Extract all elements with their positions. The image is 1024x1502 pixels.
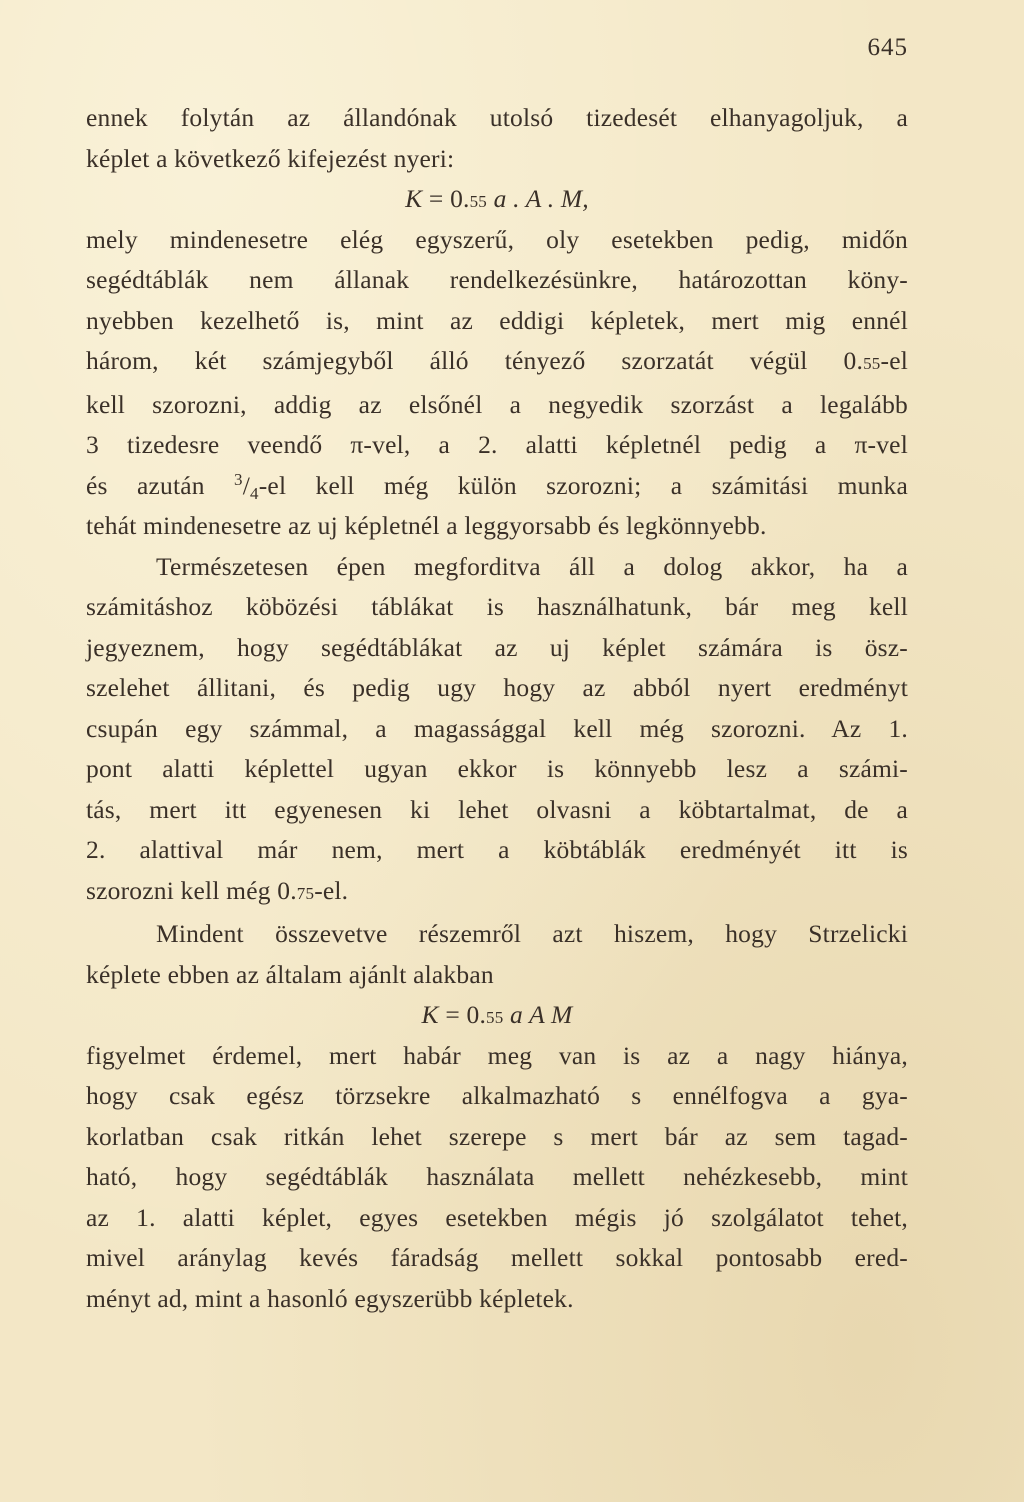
formula-coef-int: 0. (450, 184, 470, 213)
text-line: 2. alattival már nem, mert a köbtáblák eredményét itt is (86, 835, 908, 864)
formula-1 (86, 179, 908, 220)
text-line: segédtáblák nem állanak rendelkezésünkre, határozottan köny- (86, 265, 908, 294)
text-line: mely mindenesetre elég egyszerű, oly esetekben pedig, midőn (86, 224, 908, 254)
text-line: nyebben kezelhető is, mint az eddigi képletek, mert mig ennél (86, 305, 908, 335)
text-line: tás, mert itt egyenesen ki lehet olvasni a köbtartalmat, de a (86, 794, 908, 824)
text-line: számitáshoz köbözési táblákat is használhatunk, bár meg kell (86, 592, 908, 621)
paragraph-1 (86, 98, 908, 179)
text-line: ményt ad, mint a hasonló egyszerübb képletek. (86, 1283, 574, 1313)
fraction-slash: / (242, 470, 251, 500)
formula-lhs: K (421, 1000, 439, 1029)
paragraph-4 (86, 914, 908, 995)
text-fragment: három, két számjegyből álló tényező szorzatát végül 0. (86, 346, 864, 375)
text-fragment: -el (880, 346, 908, 375)
text-line: csupán egy számmal, a magassággal kell még szorozni. Az 1. (86, 713, 908, 743)
text-fragment: -el. (314, 875, 349, 905)
text-line: figyelmet érdemel, mert habár meg van is az a nagy hiánya, (86, 1040, 908, 1070)
text-line: tehát mindenesetre az uj képletnél a leggyorsabb és legkönnyebb. (86, 511, 767, 540)
text-line: kell szorozni, addig az elsőnél a negyedik szorzást a legalább (86, 389, 908, 419)
text-line: pont alatti képlettel ugyan ekkor is könnyebb lesz a számi- (86, 754, 908, 783)
formula-2 (86, 995, 908, 1036)
text-line: képlete ebben az általam ajánlt alakban (86, 959, 494, 989)
formula-coef-int: 0. (466, 1000, 487, 1029)
paragraph-2 (86, 220, 908, 547)
paragraph-3 (86, 547, 908, 915)
text-line (86, 341, 908, 385)
decimal-subscript: 55 (863, 354, 881, 373)
formula-equals: = (428, 184, 444, 213)
text-fragment: és azután (86, 470, 205, 500)
formula-coef-dec: 55 (469, 192, 488, 211)
text-line: mivel aránylag kevés fáradság mellett sokkal pontosabb ered- (86, 1243, 908, 1272)
formula-coef-dec: 55 (486, 1008, 504, 1027)
text-line: korlatban csak ritkán lehet szerepe s mert bár az sem tagad- (86, 1121, 908, 1151)
text-line (86, 466, 908, 507)
formula-rest: a . A . M, (493, 184, 589, 213)
body-text (86, 98, 908, 1319)
text-line: hogy csak egész törzsekre alkalmazható s ennélfogva a gya- (86, 1081, 908, 1110)
text-line: az 1. alatti képlet, egyes esetekben mégis jó szolgálatot tehet, (86, 1202, 908, 1232)
fraction-numerator: 3 (234, 469, 243, 489)
formula-rest: a A M (510, 1000, 573, 1029)
text-line: ennek folytán az állandónak utolsó tizedesét elhanyagoljuk, a (86, 103, 908, 132)
text-line: 3 tizedesre veendő π-vel, a 2. alatti képletnél pedig a π-vel (86, 430, 908, 459)
text-line: képlet a következő kifejezést nyeri: (86, 143, 455, 173)
text-line: jegyeznem, hogy segédtáblákat az uj képlet számára is ösz- (86, 632, 908, 662)
text-line: ható, hogy segédtáblák használata mellett nehézkesebb, mint (86, 1162, 908, 1191)
text-line: szelehet állitani, és pedig ugy hogy az abból nyert eredményt (86, 673, 908, 702)
paragraph-5 (86, 1036, 908, 1320)
text-line (86, 871, 908, 915)
fraction-denominator: 4 (250, 483, 259, 503)
text-fragment: szorozni kell még 0. (86, 875, 297, 905)
formula-equals: = (445, 1000, 460, 1029)
decimal-subscript: 75 (296, 883, 315, 903)
formula-lhs: K (405, 184, 423, 213)
text-fragment: -el kell még külön szorozni; a számitási munka (258, 470, 908, 500)
text-line: Mindent összevetve részemről azt hiszem, hogy Strzelicki (156, 919, 908, 948)
page-number: 645 (867, 34, 908, 61)
text-line: Természetesen épen megforditva áll a dolog akkor, ha a (156, 551, 908, 581)
